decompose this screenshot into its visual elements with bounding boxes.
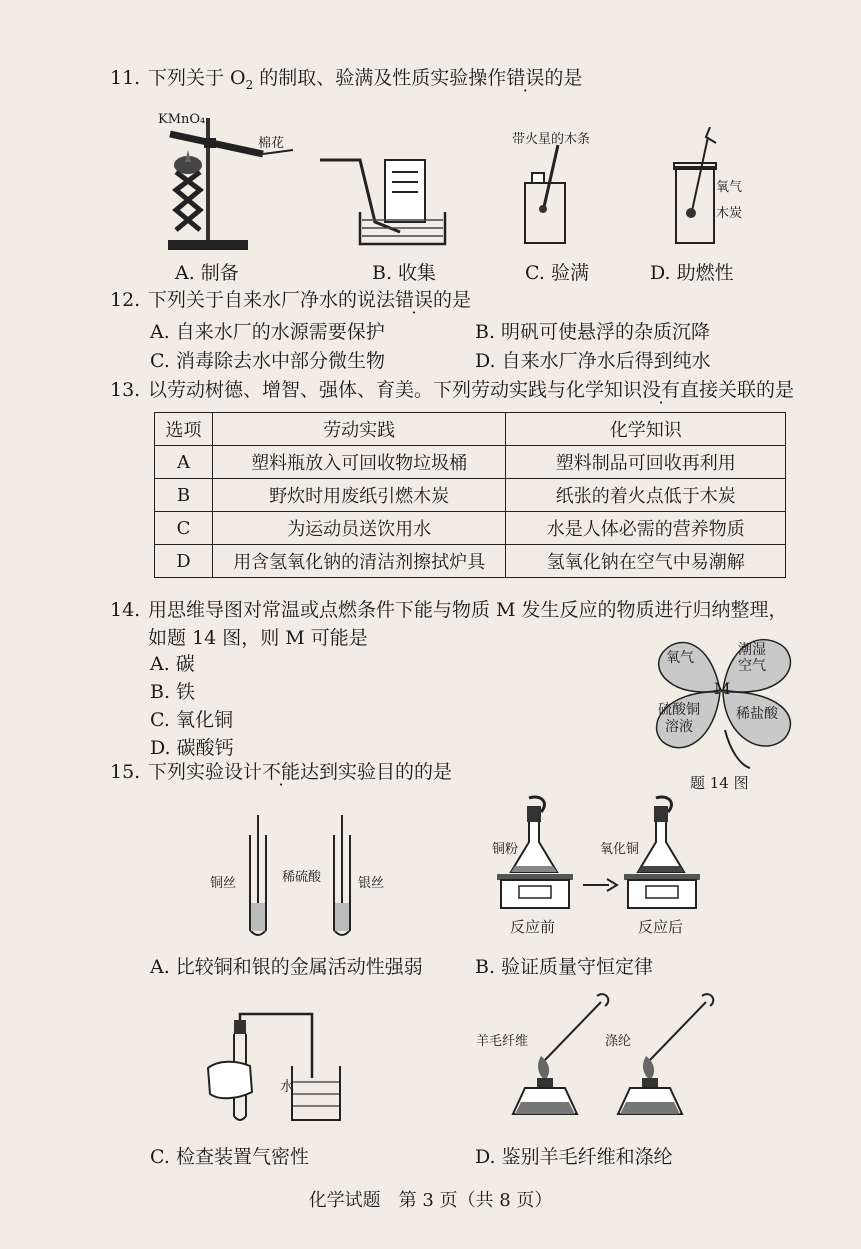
q13-table bbox=[154, 412, 786, 578]
label-copper-powder: 铜粉 bbox=[492, 842, 519, 857]
option-12b[interactable]: B. 明矾可使悬浮的杂质沉降 bbox=[475, 321, 711, 343]
option-15d[interactable]: D. 鉴别羊毛纤维和涤纶 bbox=[475, 1146, 673, 1168]
question-14-stem: 14. 用思维导图对常温或点燃条件下能与物质 M 发生反应的物质进行归纳整理， bbox=[110, 599, 788, 621]
table-cell: 为运动员送饮用水 bbox=[212, 512, 506, 545]
table-row bbox=[155, 446, 786, 479]
label-polyester: 涤纶 bbox=[605, 1034, 632, 1049]
figure-11b-collection bbox=[320, 152, 450, 247]
clover-top-left: 氧气 bbox=[666, 650, 694, 666]
table-header: 化学知识 bbox=[506, 413, 786, 446]
option-14c[interactable]: C. 氧化铜 bbox=[150, 709, 233, 731]
table-header-row bbox=[155, 413, 786, 446]
clover-top-right-1: 潮湿 bbox=[738, 642, 766, 658]
option-14b[interactable]: B. 铁 bbox=[150, 681, 196, 703]
table-header: 劳动实践 bbox=[212, 413, 506, 446]
label-before: 反应前 bbox=[510, 918, 556, 936]
figure-15b-balance-before bbox=[495, 798, 575, 918]
label-after: 反应后 bbox=[638, 918, 684, 936]
option-11a[interactable]: A. 制备 bbox=[175, 262, 239, 284]
option-14d[interactable]: D. 碳酸钙 bbox=[150, 737, 234, 759]
emphasis-word: 错误 bbox=[506, 67, 545, 89]
label-cotton: 棉花 bbox=[258, 136, 285, 151]
emphasis-word: 错误 bbox=[395, 289, 434, 311]
question-12-stem: 12. 下列关于自来水厂净水的说法错误的是 bbox=[110, 289, 472, 311]
label-water: 水 bbox=[280, 1079, 294, 1095]
table-row bbox=[155, 512, 786, 545]
option-15c[interactable]: C. 检查装置气密性 bbox=[150, 1146, 309, 1168]
emphasis-word: 没有 bbox=[642, 379, 681, 401]
table-row bbox=[155, 479, 786, 512]
table-cell: 纸张的着火点低于木炭 bbox=[506, 479, 786, 512]
figure-15d-burn-polyester bbox=[610, 990, 720, 1130]
option-14a[interactable]: A. 碳 bbox=[150, 653, 195, 675]
table-cell: 水是人体必需的营养物质 bbox=[506, 512, 786, 545]
label-dilute-acid: 稀硫酸 bbox=[282, 870, 322, 885]
option-12d[interactable]: D. 自来水厂净水后得到纯水 bbox=[475, 350, 711, 372]
table-cell: A bbox=[155, 446, 213, 479]
table-header: 选项 bbox=[155, 413, 213, 446]
figure-11c-full-test bbox=[520, 145, 580, 245]
table-cell: B bbox=[155, 479, 213, 512]
table-cell: 氢氧化钠在空气中易潮解 bbox=[506, 545, 786, 578]
page-footer: 化学试题 第 3 页（共 8 页） bbox=[308, 1190, 553, 1211]
label-charcoal: 木炭 bbox=[716, 206, 743, 221]
question-15-stem: 15. 下列实验设计不能达到实验目的的是 bbox=[110, 761, 453, 783]
table-cell: D bbox=[155, 545, 213, 578]
question-14-stem-line2: 如题 14 图，则 M 可能是 bbox=[148, 627, 368, 649]
label-copper-wire: 铜丝 bbox=[210, 876, 237, 891]
clover-center: M bbox=[714, 679, 731, 698]
clover-bottom-left-2: 溶液 bbox=[665, 719, 693, 735]
label-splint: 带火星的木条 bbox=[512, 132, 591, 147]
emphasis-word: 不能 bbox=[262, 761, 301, 783]
label-oxygen: 氧气 bbox=[716, 180, 743, 195]
option-11b[interactable]: B. 收集 bbox=[372, 262, 437, 284]
option-15b[interactable]: B. 验证质量守恒定律 bbox=[475, 956, 654, 978]
option-15a[interactable]: A. 比较铜和银的金属活动性强弱 bbox=[150, 956, 423, 978]
figure-15b-balance-after bbox=[622, 798, 702, 918]
question-13-stem: 13. 以劳动树德、增智、强体、育美。下列劳动实践与化学知识没有直接关联的是 bbox=[110, 379, 795, 401]
label-kmno4: KMnO₄ bbox=[158, 112, 206, 127]
table-cell: 野炊时用废纸引燃木炭 bbox=[212, 479, 506, 512]
option-12c[interactable]: C. 消毒除去水中部分微生物 bbox=[150, 350, 385, 372]
arrow-icon bbox=[583, 878, 617, 892]
clover-bottom-right: 稀盐酸 bbox=[736, 706, 778, 722]
clover-top-right-2: 空气 bbox=[738, 658, 766, 674]
table-row bbox=[155, 545, 786, 578]
option-12a[interactable]: A. 自来水厂的水源需要保护 bbox=[150, 321, 385, 343]
clover-bottom-left-1: 硫酸铜 bbox=[658, 702, 700, 718]
table-cell: 塑料制品可回收再利用 bbox=[506, 446, 786, 479]
label-copper-oxide: 氧化铜 bbox=[600, 842, 640, 857]
option-11d[interactable]: D. 助燃性 bbox=[650, 262, 734, 284]
figure-14-caption: 题 14 图 bbox=[690, 774, 749, 792]
label-wool: 羊毛纤维 bbox=[476, 1034, 529, 1049]
figure-15c-airtightness bbox=[200, 1008, 350, 1128]
label-silver-wire: 银丝 bbox=[358, 876, 385, 891]
table-cell: 塑料瓶放入可回收物垃圾桶 bbox=[212, 446, 506, 479]
question-11-stem: 11. 下列关于 $O_2$ 的制取、验满及性质实验操作错误的是 bbox=[110, 67, 583, 92]
table-cell: C bbox=[155, 512, 213, 545]
option-11c[interactable]: C. 验满 bbox=[525, 262, 589, 284]
table-cell: 用含氢氧化钠的清洁剂擦拭炉具 bbox=[212, 545, 506, 578]
figure-15d-burn-wool bbox=[505, 990, 615, 1130]
